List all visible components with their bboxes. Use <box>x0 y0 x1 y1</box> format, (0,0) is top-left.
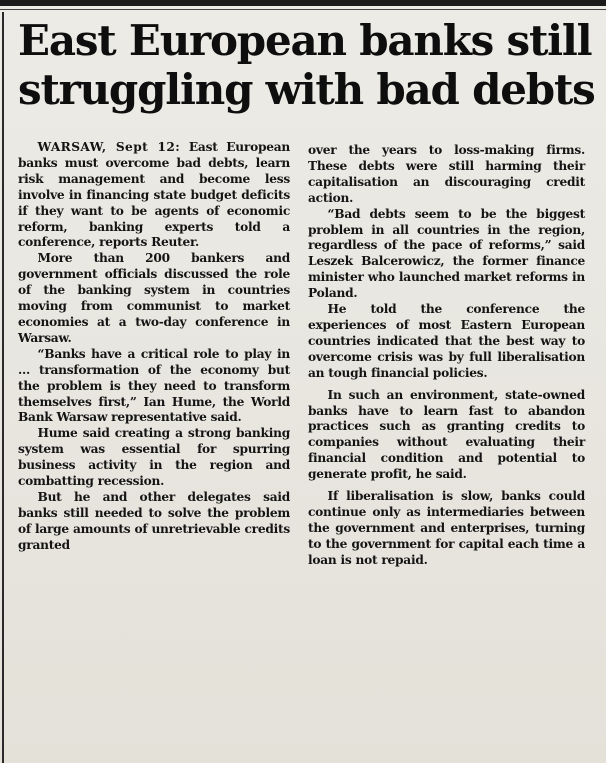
paragraph-text: East European banks must overcome bad debts, learn risk management and become less involve in financing state budget deficits if they want to be agents of economic reform, banking experts told a conference, reports Reuter. <box>18 140 291 250</box>
top-border-rule <box>0 0 606 6</box>
article-paragraph: Hume said creating a strong banking system was essential for spurring business activity in the region and combatting recession. <box>18 426 290 489</box>
article-dateline: WARSAW, Sept 12: <box>37 140 181 154</box>
article-paragraph: But he and other delegates said banks still needed to solve the problem of large amounts of unretrievable credits granted <box>18 489 290 552</box>
article-paragraph: “Bad debts seem to be the biggest problem in all countries in the region, regardless of the pace of reforms,” said Leszek Balcerowicz, the former finance minister who launched market reforms in Poland. <box>308 206 585 301</box>
article-paragraph: In such an environment, state-owned banks have to learn fast to abandon practices such as granting credits to companies without evaluating their financial condition and potential to generate profit, he said. <box>308 387 585 482</box>
article-paragraph: “Banks have a critical role to play in ... transformation of the economy but the problem is they need to transform themselves first,” Ian Hume, the World Bank Warsaw representative said. <box>18 346 290 425</box>
top-border-thin-rule <box>0 9 606 10</box>
article-paragraph: If liberalisation is slow, banks could continue only as intermediaries between the government and enterprises, turning to the government for capital each time a loan is not repaid. <box>308 489 585 567</box>
article-headline: East European banks still struggling with bad debts <box>18 16 595 114</box>
left-border-rule <box>2 12 4 763</box>
article-paragraph: over the years to loss-making firms. These debts were still harming their capitalisation an discouraging credit action. <box>308 143 585 205</box>
article-right-column <box>308 143 585 569</box>
article-paragraph: More than 200 bankers and government officials discussed the role of the banking system in countries moving from communist to market economies at a two-day conference in Warsaw. <box>18 251 290 345</box>
article-paragraph: He told the conference the experiences of most Eastern European countries indicated that the best way to overcome crisis was by full liberalisation an tough financial policies. <box>308 302 585 380</box>
article-left-column <box>18 140 290 554</box>
article-paragraph <box>18 140 290 251</box>
